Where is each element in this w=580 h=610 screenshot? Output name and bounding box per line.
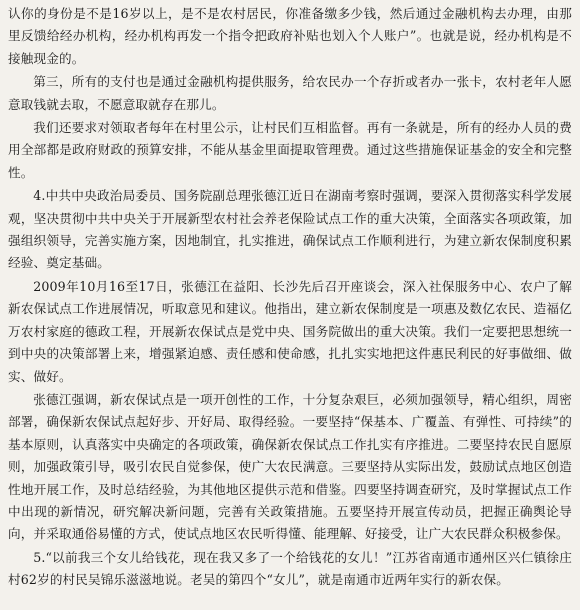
- paragraph-supervision: 我们还要求对领取者每年在村里公示，让村民们互相监督。再有一条就是，所有的经办人员的费用全部都是政府财政的预算安排，不能从基金里面提取管理费。通过这些措施保证基金的安全和完整性。: [8, 120, 572, 180]
- paragraph-continuation: 认你的身份是不是16岁以上，是不是农村居民，你准备缴多少钱，然后通过金融机构去办理，由那里反馈给经办机构，经办机构再发一个指令把政府补贴也划入个人账户”。也就是说，经办机构是不接触现金的。: [8, 6, 572, 66]
- paragraph-item-5: 5.“以前我三个女儿给钱花，现在我又多了一个给钱花的女儿！”江苏省南通市通州区兴仁镇徐庄村62岁的村民吴锦乐滋滋地说。老吴的第四个“女儿”，就是南通市近两年实行的新农保。: [8, 549, 572, 588]
- paragraph-symposium: 2009年10月16至17日，张德江在益阳、长沙先后召开座谈会，深入社保服务中心、农户了解新农保试点工作进展情况，听取意见和建议。他指出，建立新农保制度是一项惠及数亿农民、造福亿万农村家庭的德政工程，开展新农保试点是党中央、国务院做出的重大决策。我们一定要把思想统一到中央的决策部署上来，增强紧迫感、责任感和使命感，扎扎实实地把这件惠民利民的好事做细、做实、做好。: [8, 278, 572, 384]
- paragraph-emphasis: 张德江强调，新农保试点是一项开创性的工作，十分复杂艰巨，必须加强领导，精心组织，周密部署，确保新农保试点起好步、开好局、取得经验。一要坚持“保基本、广覆盖、有弹性、可持续”的基本原则，认真落实中央确定的各项政策，确保新农保试点工作扎实有序推进。二要坚持农民自愿原则，加强政策引导，吸引农民自觉参保，使广大农民满意。三要坚持从实际出发，鼓励试点地区创造性地开展工作，及时总结经验，为其他地区提供示范和借鉴。四要坚持调查研究，及时掌握试点工作中出现的新情况，研究解决新问题，完善有关政策措施。五要坚持开展宣传动员，把握正确舆论导向，并采取通俗易懂的方式，使试点地区农民听得懂、能理解、好接受，让广大农民群众积极参保。: [8, 391, 572, 542]
- paragraph-item-4: 4.中共中央政治局委员、国务院副总理张德江近日在湖南考察时强调，要深入贯彻落实科学发展观，坚决贯彻中共中央关于开展新型农村社会养老保险试点工作的重大决策，全面落实各项政策，加强组织领导，完善实施方案，因地制宜，扎实推进，确保试点工作顺利进行，为建立新农保制度积累经验、奠定基础。: [8, 188, 572, 271]
- paragraph-third-point: 第三，所有的支付也是通过金融机构提供服务，给农民办一个存折或者办一张卡，农村老年人愿意取钱就去取，不愿意取就存在那儿。: [8, 74, 572, 112]
